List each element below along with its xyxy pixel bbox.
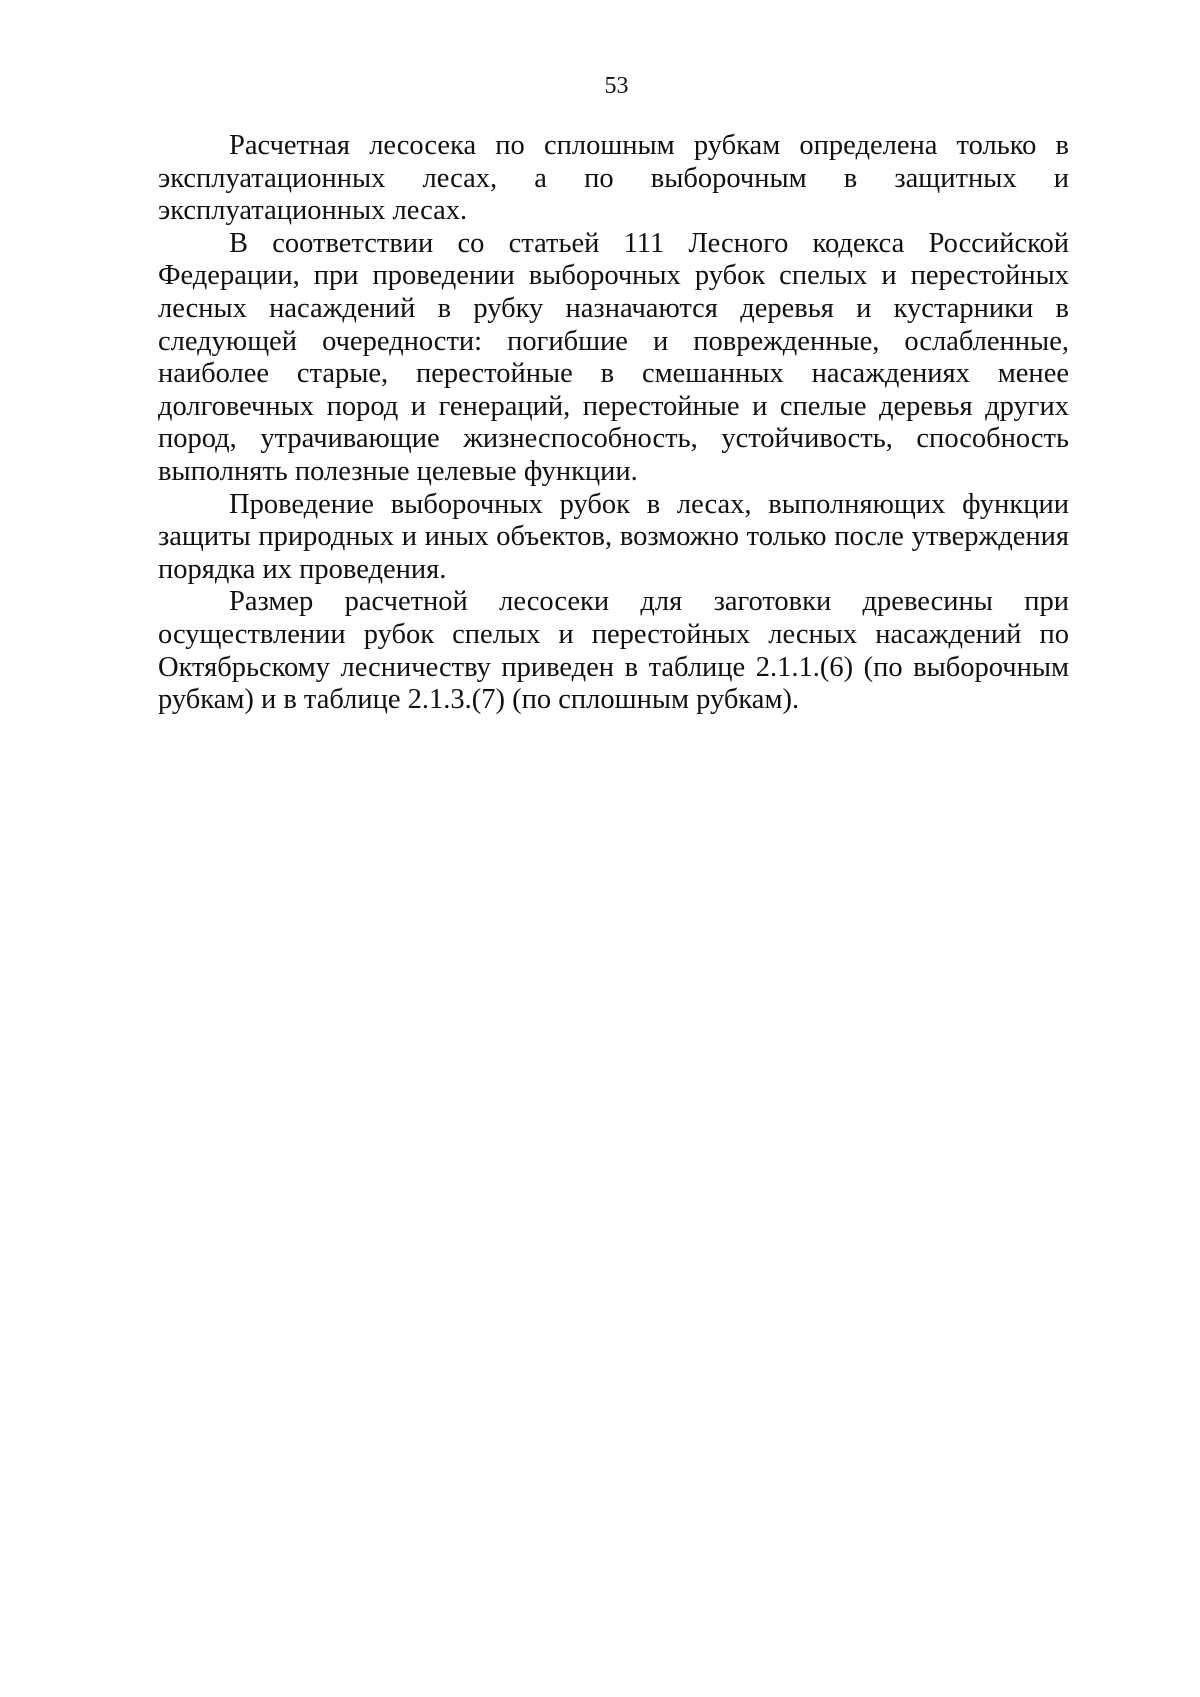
body-text (158, 130, 1069, 717)
paragraph-4: Размер расчетной лесосеки для заготовки древесины при осуществлении рубок спелых и перестойных лесных насаждений по Октябрьскому лесничеству приведен в таблице 2.1.1.(6) (по выборочным рубкам) и в таблице 2.1.3.(7) (по сплошным рубкам). (158, 586, 1069, 716)
paragraph-2: В соответствии со статьей 111 Лесного кодекса Российской Федерации, при проведении выборочных рубок спелых и перестойных лесных насаждений в рубку назначаются деревья и кустарники в следующей очередности: погибшие и поврежденные, ослабленные, наиболее старые, перестойные в смешанных насаждениях менее долговечных пород и генераций, перестойные и спелые деревья других пород, утрачивающие жизнеспособность, устойчивость, способность выполнять полезные целевые функции. (158, 227, 1069, 487)
paragraph-3: Проведение выборочных рубок в лесах, выполняющих функции защиты природных и иных объектов, возможно только после утверждения порядка их проведения. (158, 488, 1069, 585)
page-number: 53 (604, 73, 629, 99)
paragraph-1: Расчетная лесосека по сплошным рубкам определена только в эксплуатационных лесах, а по выборочным в защитных и эксплуатационных лесах. (158, 130, 1069, 227)
